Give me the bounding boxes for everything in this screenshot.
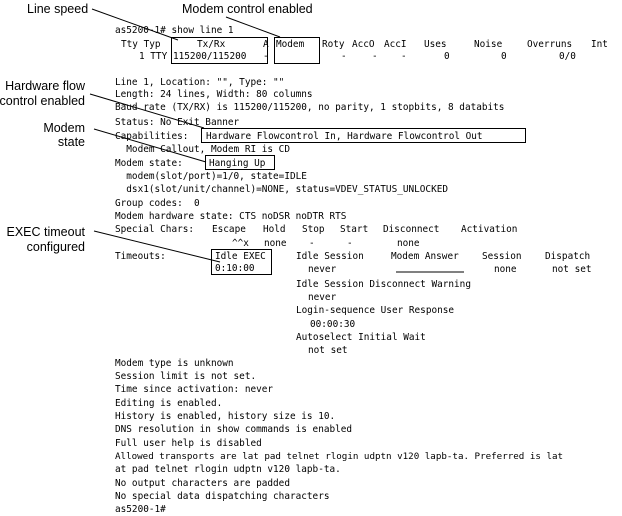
- hdr-acci: AccI: [384, 39, 407, 50]
- special-chars-stop-value: -: [309, 238, 315, 249]
- special-chars-hold: Hold: [263, 224, 286, 235]
- info-line: modem(slot/port)=1/0, state=IDLE: [115, 171, 307, 182]
- modem-callout-line: Modem Callout, Modem RI is CD: [115, 144, 290, 155]
- row-acco: -: [372, 51, 378, 62]
- timeout-idle-session-value: never: [308, 264, 337, 275]
- capabilities-value: Hardware Flowcontrol In, Hardware Flowcontrol Out: [206, 131, 483, 142]
- hdr-int: Int: [591, 39, 608, 50]
- callout-hw-flow-2: control enabled: [0, 94, 85, 108]
- row-tty: 1 TTY: [139, 51, 168, 62]
- timeout-dispatch-value: not set: [552, 264, 592, 275]
- hdr-roty: Roty: [322, 39, 345, 50]
- callout-line-speed: Line speed: [27, 2, 89, 16]
- modem-state-label: Modem state:: [115, 158, 183, 169]
- special-chars-activation: Activation: [461, 224, 518, 235]
- info-line: at pad telnet rlogin udptn v120 lapb-ta.: [115, 464, 341, 475]
- row-uses: 0: [444, 51, 450, 62]
- info-line: No output characters are padded: [115, 478, 290, 489]
- row-txrx: 115200/115200: [173, 51, 247, 62]
- timeout-autoselect-value: not set: [308, 345, 348, 356]
- info-line: Length: 24 lines, Width: 80 columns: [115, 89, 313, 100]
- row-roty: -: [341, 51, 347, 62]
- callout-hw-flow-1: Hardware flow: [5, 79, 85, 93]
- hdr-uses: Uses: [424, 39, 447, 50]
- special-chars-hold-value: none: [264, 238, 287, 249]
- info-line: History is enabled, history size is 10.: [115, 411, 336, 422]
- hdr-txrx: Tx/Rx: [197, 39, 226, 50]
- timeout-idle-session: Idle Session: [296, 251, 364, 262]
- info-line: Allowed transports are lat pad telnet rlogin udptn v120 lapb-ta. Preferred is lat: [115, 451, 564, 462]
- info-line: Modem type is unknown: [115, 358, 234, 369]
- special-chars-escape: Escape: [212, 224, 246, 235]
- hdr-tty-typ: Tty Typ: [121, 39, 161, 50]
- capabilities-label: Capabilities:: [115, 131, 189, 142]
- row-noise: 0: [501, 51, 507, 62]
- info-line: Modem hardware state: CTS noDSR noDTR RTS: [115, 211, 347, 222]
- info-line: Baud rate (TX/RX) is 115200/115200, no parity, 1 stopbits, 8 databits: [115, 102, 505, 113]
- info-line: Line 1, Location: "", Type: "": [115, 77, 285, 88]
- special-chars-label: Special Chars:: [115, 224, 195, 235]
- special-chars-escape-value: ^^x: [232, 238, 249, 249]
- callout-modem-state-1: Modem: [43, 121, 85, 135]
- timeout-login-seq-value: 00:00:30: [310, 319, 356, 330]
- special-chars-disconnect: Disconnect: [383, 224, 440, 235]
- row-acci: -: [401, 51, 407, 62]
- info-line: Group codes: 0: [115, 198, 200, 209]
- special-chars-disconnect-value: none: [397, 238, 420, 249]
- timeout-dispatch: Dispatch: [545, 251, 591, 262]
- callout-exec-timeout-2: configured: [26, 240, 85, 254]
- hdr-modem: Modem: [276, 39, 305, 50]
- info-line: Status: No Exit Banner: [115, 117, 240, 128]
- hdr-acco: AccO: [352, 39, 375, 50]
- info-line: DNS resolution in show commands is enabled: [115, 424, 353, 435]
- timeout-session-value: none: [494, 264, 517, 275]
- final-prompt: as5200-1#: [115, 504, 166, 515]
- timeout-login-seq: Login-sequence User Response: [296, 305, 455, 316]
- info-line: No special data dispatching characters: [115, 491, 330, 502]
- callout-modem-control: Modem control enabled: [182, 2, 313, 16]
- row-a: -: [263, 51, 269, 62]
- modem-control-leader: [226, 17, 280, 37]
- info-line: Editing is enabled.: [115, 398, 223, 409]
- callout-exec-timeout-1: EXEC timeout: [6, 225, 85, 239]
- timeout-isdw: Idle Session Disconnect Warning: [296, 279, 471, 290]
- hdr-a: A: [263, 39, 269, 50]
- hdr-noise: Noise: [474, 39, 503, 50]
- modem-state-value: Hanging Up: [209, 158, 266, 169]
- timeouts-label: Timeouts:: [115, 251, 166, 262]
- timeout-modem-answer: Modem Answer: [391, 251, 459, 262]
- callout-modem-state-2: state: [57, 135, 85, 149]
- special-chars-stop: Stop: [302, 224, 325, 235]
- info-line: Time since activation: never: [115, 384, 274, 395]
- timeout-isdw-value: never: [308, 292, 337, 303]
- info-line: Session limit is not set.: [115, 371, 257, 382]
- timeout-autoselect: Autoselect Initial Wait: [296, 332, 426, 343]
- row-overruns: 0/0: [559, 51, 576, 62]
- timeout-idle-exec: Idle EXEC: [215, 251, 266, 262]
- prompt-command: as5200-1# show line 1: [115, 25, 234, 36]
- info-line: Full user help is disabled: [115, 438, 262, 449]
- timeout-session: Session: [482, 251, 522, 262]
- special-chars-start-value: -: [347, 238, 353, 249]
- info-line: dsx1(slot/unit/channel)=NONE, status=VDEV_STATUS_UNLOCKED: [115, 184, 449, 195]
- special-chars-start: Start: [340, 224, 369, 235]
- hdr-overruns: Overruns: [527, 39, 573, 50]
- timeout-idle-exec-value: 0:10:00: [215, 263, 255, 274]
